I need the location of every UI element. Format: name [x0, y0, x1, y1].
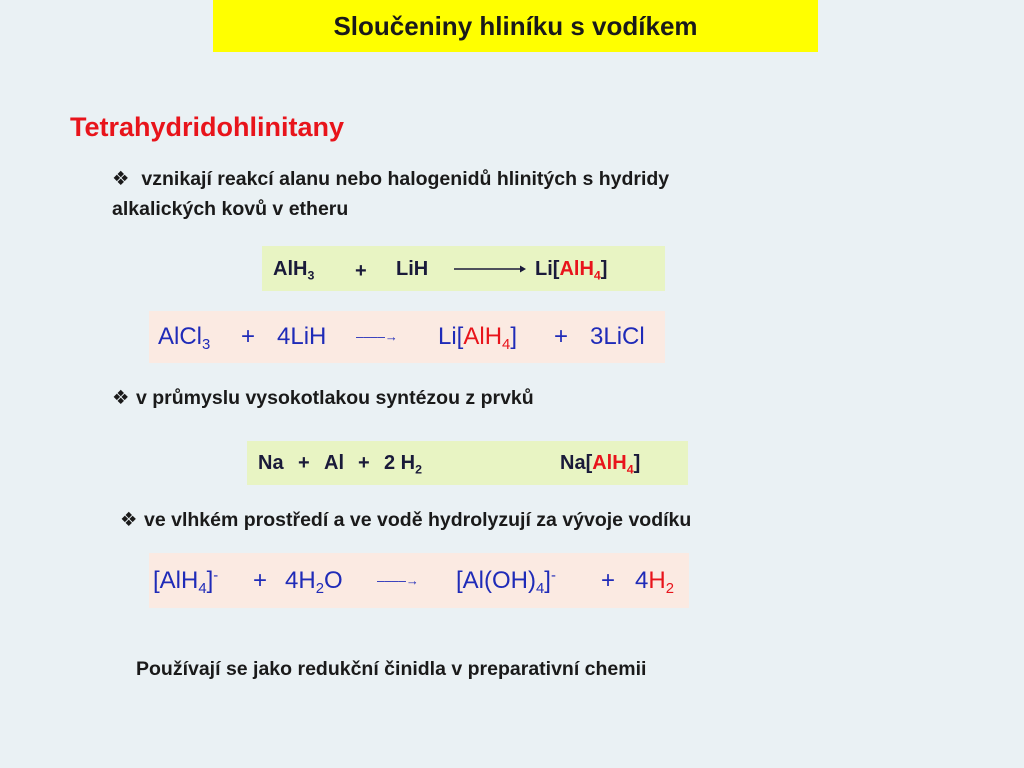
product-3licl: 3LiCl	[590, 323, 645, 350]
reaction-arrow-icon	[454, 264, 526, 274]
plus-sign: +	[554, 323, 569, 350]
bullet-formation	[112, 164, 669, 224]
bullet-hydrolysis	[120, 505, 691, 535]
bullet-industrial	[112, 383, 534, 413]
slide-title: Sloučeniny hliníku s vodíkem	[333, 10, 698, 41]
reactant-alh4-anion: [AlH$_4$]-	[153, 567, 219, 598]
reaction-arrow-icon: ––––→	[377, 573, 419, 588]
plus-sign: +	[253, 567, 268, 594]
bullet-text: v průmyslu vysokotlakou syntézou z prvků	[136, 387, 534, 409]
title-banner	[213, 0, 818, 52]
reactant-2h2: 2 $H_2$	[384, 452, 423, 477]
reactant-na: Na	[258, 452, 284, 474]
bullet-diamond-icon: ❖	[112, 387, 130, 409]
section-heading: Tetrahydridohlinitany	[70, 112, 345, 142]
bullet-text: ve vlhkém prostředí a ve vodě hydrolyzují za vývoje vodíku	[144, 509, 692, 531]
bullet-diamond-icon: ❖	[112, 168, 130, 190]
reactant-al: Al	[324, 452, 344, 474]
usage-note: Používají se jako redukční činidla v preparativní chemii	[136, 658, 647, 680]
product-lialh4: Li[AlH$_4$]	[535, 258, 608, 283]
reactant-lih: LiH	[396, 258, 429, 280]
reactant-alh3: AlH$_3$	[273, 258, 315, 283]
plus-sign: +	[601, 567, 616, 594]
product-4h2: $4H_2$	[635, 567, 674, 598]
reactant-4h2o: $4H_2O$	[285, 567, 343, 598]
product-lialh4: Li[AlH$_4$]	[438, 323, 517, 354]
equation-alcl3-lih	[149, 311, 665, 363]
equation-hydrolysis	[149, 553, 689, 608]
product-naalh4: Na[AlH$_4$]	[560, 452, 641, 477]
reactant-alcl3: AlCl$_3$	[158, 323, 211, 354]
reaction-arrow-icon: ––––→	[356, 329, 398, 344]
bullet-text-continued: alkalických kovů v etheru	[112, 198, 349, 220]
product-aloh4-anion: $[Al(OH)_4]^-$	[456, 567, 556, 598]
plus-sign: +	[355, 260, 367, 282]
bullet-diamond-icon: ❖	[120, 509, 138, 531]
plus-sign: +	[358, 452, 370, 474]
bullet-text: vznikají reakcí alanu nebo halogenidů hlinitých s hydridy	[141, 168, 670, 190]
equation-alane-lih	[262, 246, 665, 291]
plus-sign: +	[298, 452, 310, 474]
plus-sign: +	[241, 323, 256, 350]
reactant-4lih: 4LiH	[277, 323, 327, 350]
equation-elements-synthesis	[247, 441, 688, 485]
